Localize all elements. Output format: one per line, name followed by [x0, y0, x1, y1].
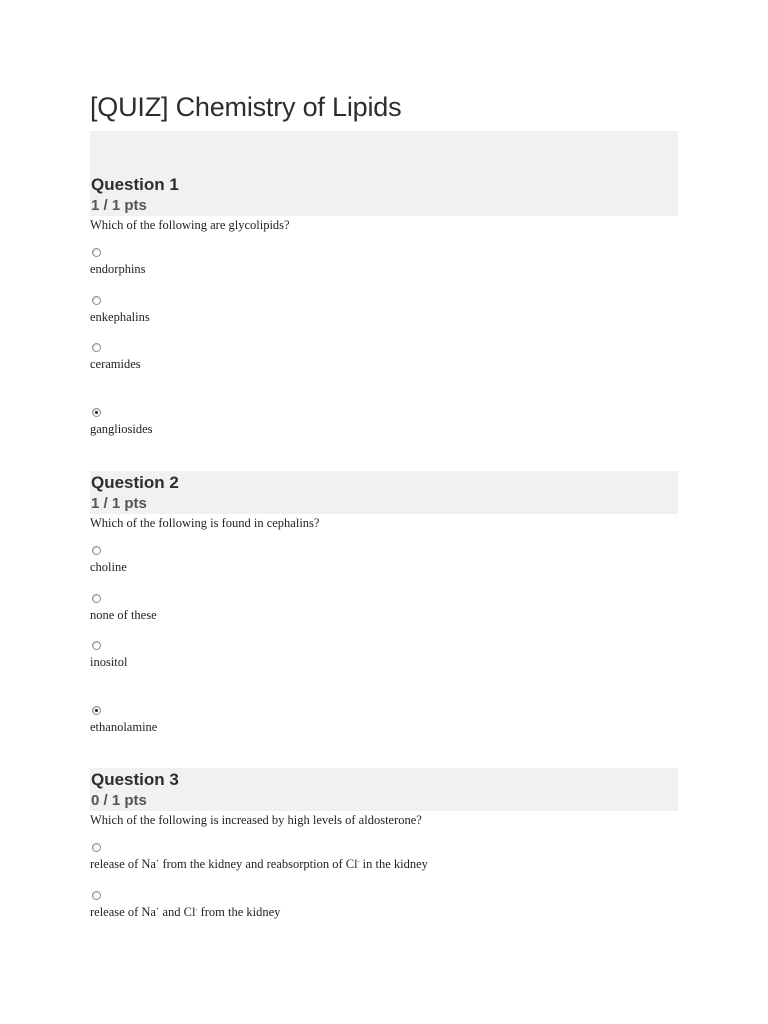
radio-button[interactable]	[92, 594, 101, 603]
question-title: Question 2	[91, 473, 179, 492]
question-text: Which of the following is increased by high levels of aldosterone?	[90, 813, 422, 827]
answer-label: enkephalins	[90, 310, 150, 324]
question-text: Which of the following are glycolipids?	[90, 218, 290, 232]
answer-label: choline	[90, 560, 127, 574]
answer-label: inositol	[90, 655, 128, 669]
answer-label: release of Na+ from the kidney and reabsorption of Cl- in the kidney	[90, 857, 428, 871]
question-header	[90, 768, 678, 811]
question-header	[90, 471, 678, 514]
answer-label: gangliosides	[90, 422, 153, 436]
question-points: 1 / 1 pts	[91, 197, 147, 214]
answer-label: none of these	[90, 608, 157, 622]
answer-label: endorphins	[90, 262, 146, 276]
radio-button-selected[interactable]	[92, 706, 101, 715]
radio-button[interactable]	[92, 891, 101, 900]
question-title: Question 1	[91, 175, 179, 194]
answer-label: release of Na+ and Cl- from the kidney	[90, 905, 281, 919]
radio-button[interactable]	[92, 843, 101, 852]
radio-button-selected[interactable]	[92, 408, 101, 417]
question-points: 0 / 1 pts	[91, 792, 147, 809]
question-1	[90, 173, 678, 232]
question-header	[90, 173, 678, 216]
radio-button[interactable]	[92, 343, 101, 352]
answer-label: ethanolamine	[90, 720, 158, 734]
header-band	[90, 131, 678, 173]
page-title: [QUIZ] Chemistry of Lipids	[90, 92, 402, 122]
radio-button[interactable]	[92, 248, 101, 257]
question-points: 1 / 1 pts	[91, 495, 147, 512]
radio-button[interactable]	[92, 296, 101, 305]
answer-label: ceramides	[90, 357, 141, 371]
question-text: Which of the following is found in cephalins?	[90, 516, 320, 530]
question-2	[90, 471, 678, 530]
radio-button[interactable]	[92, 641, 101, 650]
question-title: Question 3	[91, 770, 179, 789]
question-3	[90, 768, 678, 827]
radio-button[interactable]	[92, 546, 101, 555]
